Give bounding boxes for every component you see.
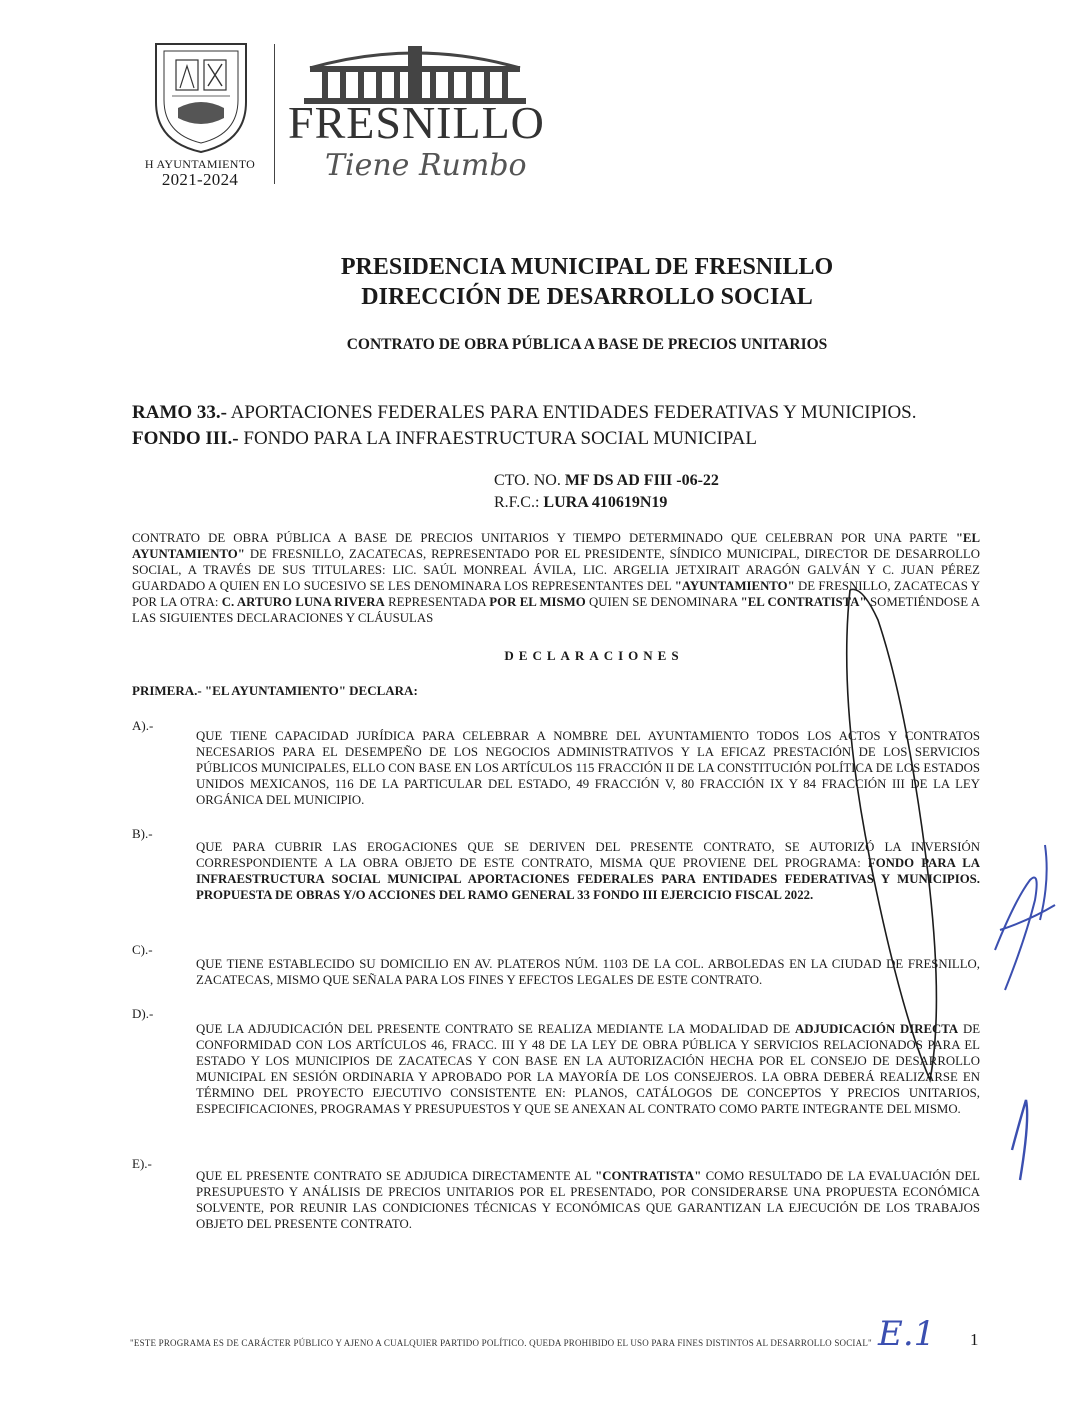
clause-d-bold: ADJUDICACIÓN DIRECTA <box>794 1022 959 1036</box>
ramo-block <box>132 400 917 452</box>
intro-paragraph <box>132 530 980 626</box>
clause-c-text: QUE TIENE ESTABLECIDO SU DOMICILIO EN AV. PLATEROS NÚM. 1103 DE LA COL. ARBOLEDAS EN LA CIUDAD DE FRESNILLO, ZACATECAS, MISMO QUE SEÑALA PARA LOS FINES Y EFECTOS LEGALES DE ESTE CONTRATO. <box>196 957 980 987</box>
intro-bold: "AYUNTAMIENTO" <box>674 579 795 593</box>
clause-b-body: QUE PARA CUBRIR LAS EROGACIONES QUE SE DERIVEN DEL PRESENTE CONTRATO, SE AUTORIZÓ LA INVERSIÓN CORRESPONDIENTE A LA OBRA OBJETO DE ESTE CONTRATO, MISMA QUE PROVIENE DEL PROGRAMA: <box>196 840 980 870</box>
document-title-line1: PRESIDENCIA MUNICIPAL DE FRESNILLO <box>340 254 834 280</box>
intro-text: SOMETIÉNDOSE A LAS SIGUIENTES DECLARACIONES Y CLÁUSULAS <box>132 595 981 625</box>
intro-text: DE FRESNILLO, ZACATECAS, REPRESENTADO POR EL PRESIDENTE, SÍNDICO MUNICIPAL, DIRECTOR DE DESARROLLO SOCIAL, A TRAVÉS DE SUS TITULARES: LIC. SAÚL MONREAL ÁVILA, LIC. ARGELIA JETXIRAIT ARAGÓN GALVÁN Y C. JUAN PÉREZ GUARDADO A QUIEN EN LO SUCESIVO SE LES DENOMINARA LOS REPRESENTANTES DEL <box>132 547 980 593</box>
clause-b-label: B).- <box>132 826 153 841</box>
header-divider <box>274 44 275 184</box>
blue-signature-2 <box>1012 1100 1027 1180</box>
seal-caption <box>130 158 270 189</box>
document-subtitle: CONTRATO DE OBRA PÚBLICA A BASE DE PRECIOS UNITARIOS <box>346 336 828 353</box>
declaraciones-heading: DECLARACIONES <box>504 648 684 663</box>
fondo-line <box>132 426 917 452</box>
contract-ids <box>494 470 719 514</box>
handwritten-mark: E.1 <box>878 1314 936 1354</box>
municipal-seal-icon <box>148 38 254 156</box>
clause-e-body: QUE EL PRESENTE CONTRATO SE ADJUDICA DIRECTAMENTE AL <box>196 1169 596 1183</box>
contract-number-line <box>494 470 719 492</box>
intro-text: CONTRATO DE OBRA PÚBLICA A BASE DE PRECIOS UNITARIOS Y TIEMPO DETERMINADO QUE CELEBRAN POR UNA PARTE <box>132 531 956 545</box>
rfc-label: R.F.C.: <box>494 494 544 511</box>
clause-d-body: QUE LA ADJUDICACIÓN DEL PRESENTE CONTRATO SE REALIZA MEDIANTE LA MODALIDAD DE <box>196 1022 795 1036</box>
intro-text: DE FRESNILLO, ZACATECAS Y POR LA OTRA: <box>132 579 980 609</box>
document-title-line2: DIRECCIÓN DE DESARROLLO SOCIAL <box>361 284 813 310</box>
rfc-line <box>494 492 719 514</box>
rfc-value: LURA 410619N19 <box>543 494 668 511</box>
intro-bold: "EL AYUNTAMIENTO" <box>132 531 980 561</box>
intro-text: REPRESENTADA <box>384 595 490 609</box>
clause-d-text <box>196 1021 980 1117</box>
clause-d-body: DE CONFORMIDAD CON LOS ARTÍCULOS 46, FRACC. III Y 48 DE LA LEY DE OBRA PÚBLICA Y SERVICIOS RELACIONADOS PARA EL ESTADO Y LOS MUNICIPIOS DE ZACATECAS Y CON BASE EN LA AUTORIZACIÓN HECHA POR EL CONSEJO DE DESARROLLO MUNICIPAL EN SESIÓN ORDINARIA Y APROBADO POR LA MAYORÍA DE LOS CONSEJEROS. LA OBRA DEBERÁ REALIZARSE EN TÉRMINO DEL PROYECTO EJECUTIVO CONSISTENTE EN: PLANOS, CATÁLOGOS DE CONCEPTOS Y PRECIOS UNITARIOS, ESPECIFICACIONES, PROGRAMAS Y PRESUPUESTOS Y QUE SE ANEXAN AL CONTRATO COMO PARTE INTEGRANTE DEL MISMO. <box>196 1022 981 1116</box>
clause-e-bold: "CONTRATISTA" <box>595 1169 702 1183</box>
seal-caption-title: H AYUNTAMIENTO <box>144 157 256 171</box>
ramo-line <box>132 400 917 426</box>
footer-disclaimer: "ESTE PROGRAMA ES DE CARÁCTER PÚBLICO Y AJENO A CUALQUIER PARTIDO POLÍTICO. QUEDA PROHIBIDO EL USO PARA FINES DISTINTOS AL DESARROLLO SOCIAL" <box>130 1338 872 1348</box>
clause-b-bold: FONDO PARA LA INFRAESTRUCTURA SOCIAL MUNICIPAL APORTACIONES FEDERALES PARA ENTIDADES FEDERATIVAS Y MUNICIPIOS. PROPUESTA DE OBRAS Y/O ACCIONES DEL RAMO GENERAL 33 FONDO III EJERCICIO FISCAL 2022. <box>196 856 980 902</box>
ramo-label: RAMO 33.- <box>132 402 227 423</box>
fondo-label: FONDO III.- <box>132 428 239 449</box>
clause-a-text: QUE TIENE CAPACIDAD JURÍDICA PARA CELEBRAR A NOMBRE DEL AYUNTAMIENTO TODOS LOS ACTOS Y CONTRATOS NECESARIOS PARA EL DESEMPEÑO DE LOS NEGOCIOS ADMINISTRATIVOS Y LA EFICAZ PRESTACIÓN DE LOS SERVICIOS PÚBLICOS MUNICIPALES, ELLO CON BASE EN LOS ARTÍCULOS 115 FRACCIÓN II DE LA CONSTITUCIÓN POLÍTICA DE LOS ESTADOS UNIDOS MEXICANOS, 116 DE LA PARTICULAR DEL ESTADO, 49 FRACCIÓN V, 80 FRACCIÓN IX Y 84 FRACCIÓN III DE LA LEY ORGÁNICA DEL MUNICIPIO. <box>196 729 980 807</box>
intro-bold: POR EL MISMO <box>489 595 586 609</box>
contract-number-label: CTO. NO. <box>494 472 565 489</box>
fondo-text: FONDO PARA LA INFRAESTRUCTURA SOCIAL MUNICIPAL <box>238 428 757 449</box>
clause-a-label: A).- <box>132 718 154 733</box>
page-number: 1 <box>970 1330 979 1349</box>
seal-caption-years: 2021-2024 <box>161 170 239 189</box>
contract-number-value: MF DS AD FIII -06-22 <box>564 472 719 489</box>
clause-c-label: C).- <box>132 942 153 957</box>
ramo-text: APORTACIONES FEDERALES PARA ENTIDADES FEDERATIVAS Y MUNICIPIOS. <box>226 402 917 423</box>
clause-e-text <box>196 1168 980 1232</box>
clause-e-body: COMO RESULTADO DE LA EVALUACIÓN DEL PRESUPUESTO Y ANÁLISIS DE PRECIOS UNITARIOS POR EL PRESENTADO, POR CONSIDERARSE UNA PROPUESTA ECONÓMICA SOLVENTE, POR REUNIR LAS CONDICIONES TÉCNICAS Y ECONÓMICAS QUE GARANTIZAN LA EJECUCIÓN DE LOS TRABAJOS OBJETO DEL PRESENTE CONTRATO. <box>196 1169 980 1231</box>
intro-bold: C. ARTURO LUNA RIVERA <box>221 595 385 609</box>
logo-tagline: Tiene Rumbo <box>325 148 527 183</box>
primera-heading: PRIMERA.- "EL AYUNTAMIENTO" DECLARA: <box>132 683 418 698</box>
logo-name: FRESNILLO <box>288 97 545 148</box>
clause-d-label: D).- <box>132 1006 154 1021</box>
intro-bold: "EL CONTRATISTA" <box>740 595 867 609</box>
intro-text: QUIEN SE DENOMINARA <box>585 595 741 609</box>
clause-e-label: E).- <box>132 1156 152 1171</box>
clause-b-text <box>196 839 980 903</box>
blue-signature-1 <box>995 845 1055 990</box>
